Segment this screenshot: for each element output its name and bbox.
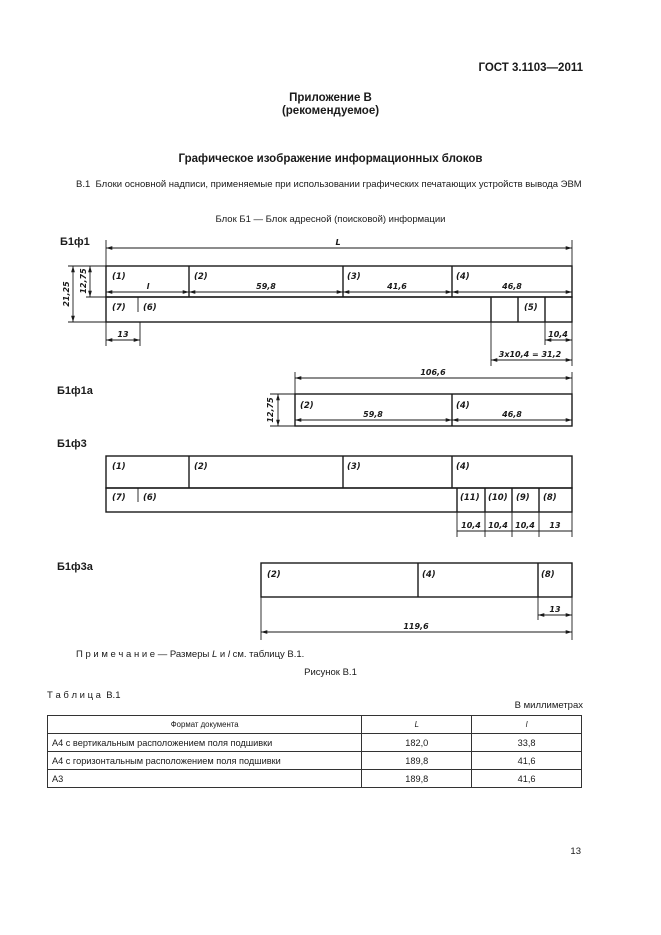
col-header-l: l [472,716,582,734]
note-text-a: — Размеры [155,649,212,660]
b1f1a-dim-59: 59,8 [363,410,383,419]
block-b1f3 [106,456,572,512]
b1f1-cell-3: (3) [347,272,361,282]
cell-format: А3 [48,770,362,788]
b1f1-cell-4: (4) [456,272,470,282]
table-row [48,752,582,770]
appendix-title: Приложение В [289,92,372,104]
block-label-b1f1: Б1ф1 [60,236,90,248]
table-header-row [48,716,582,734]
table-title: Т а б л и ц а В.1 [47,690,121,701]
table-units: В миллиметрах [514,700,583,711]
b1f1-dim-13: 13 [117,330,129,339]
cell-l: 41,6 [472,752,582,770]
b1f3-dim-2: 10,4 [488,521,508,530]
b1f3-cell-4: (4) [456,462,470,472]
cell-format: А4 с вертикальным расположением поля подшивки [48,734,362,752]
b1f1-dim-41: 41,6 [387,282,407,291]
table-b1 [47,715,582,788]
b1f3a-dimensions [261,597,572,640]
b1f3-cell-3: (3) [347,462,361,472]
note-text-c: см. таблицу В.1. [229,649,305,660]
block-b1f1 [106,266,572,322]
b1f1a-dimensions [270,372,572,426]
figure-note [76,648,304,661]
block-label-b1f3: Б1ф3 [57,438,87,450]
b1f1-dim-59: 59,8 [256,282,276,291]
b1f1-cell-5: (5) [524,303,538,313]
note-text-b: и [217,649,228,660]
b1f1-dim-L: L [335,238,341,247]
b1f3-dim-4: 13 [549,521,561,530]
b1f1-cell-6: (6) [143,303,157,313]
b1f3-cell-10: (10) [488,493,508,503]
b1f3a-cell-4: (4) [422,570,436,580]
b1f3-cell-9: (9) [516,493,530,503]
b1f1-dim-l: l [146,282,150,291]
b1f1-dim-h1: 12,75 [79,268,88,294]
cell-L: 182,0 [362,734,472,752]
b1f3-dim-3: 10,4 [515,521,535,530]
b1f1-dim-h2: 21,25 [62,281,71,307]
appendix-subtitle: (рекомендуемое) [281,105,380,117]
paragraph-text: Блоки основной надписи, применяемые при использовании графических печатающих устройств вывода ЭВМ [95,179,582,190]
b1f3-cell-2: (2) [194,462,208,472]
b1f1a-cell-2: (2) [300,401,314,411]
b1f1a-dim-total: 106,6 [420,368,446,377]
b1f1-cell-2: (2) [194,272,208,282]
b1f3-cell-11: (11) [460,493,480,503]
note-L: L [211,649,218,660]
block-b1f1a [295,394,572,426]
b1f1-row2 [106,297,572,322]
b1f3a-dim-13: 13 [549,605,561,614]
b1f3a-cell-2: (2) [267,570,281,580]
b1f1-cell-1: (1) [112,272,126,282]
cell-format: А4 с горизонтальным расположением поля подшивки [48,752,362,770]
figure-caption: Рисунок В.1 [304,667,357,678]
standard-header: ГОСТ 3.1103—2011 [478,62,583,74]
b1f3-cell-6: (6) [143,493,157,503]
b1f3-dim-1: 10,4 [461,521,481,530]
cell-l: 41,6 [472,770,582,788]
figure-caption-top: Блок Б1 — Блок адресной (поисковой) информации [215,214,446,225]
block-label-b1f1a: Б1ф1а [57,385,93,397]
block-label-b1f3a: Б1ф3а [57,561,93,573]
paragraph-number: В.1 [76,179,91,190]
b1f1-dim-3x: 3х10,4 = 31,2 [498,350,562,359]
b1f1a-cell-4: (4) [456,401,470,411]
b1f1-cell-7: (7) [112,303,126,313]
col-header-format: Формат документа [48,716,362,734]
col-header-L: L [362,716,472,734]
b1f1a-dim-h: 12,75 [266,397,275,423]
page-number: 13 [570,846,581,857]
note-l: l [227,649,230,660]
b1f1-dim-10: 10,4 [548,330,568,339]
b1f3a-cell-8: (8) [541,570,555,580]
cell-l: 33,8 [472,734,582,752]
b1f1-dim-46: 46,8 [502,282,522,291]
block-b1f3a [261,563,572,597]
b1f1a-dim-46: 46,8 [502,410,522,419]
b1f3a-dim-total: 119,6 [403,622,429,631]
table-row [48,770,582,788]
b1f3-cell-8: (8) [543,493,557,503]
b1f3-cell-7: (7) [112,493,126,503]
cell-L: 189,8 [362,752,472,770]
section-title: Графическое изображение информационных блоков [178,153,483,165]
cell-L: 189,8 [362,770,472,788]
table-row [48,734,582,752]
b1f3-cell-1: (1) [112,462,126,472]
note-prefix: П р и м е ч а н и е [76,649,156,660]
